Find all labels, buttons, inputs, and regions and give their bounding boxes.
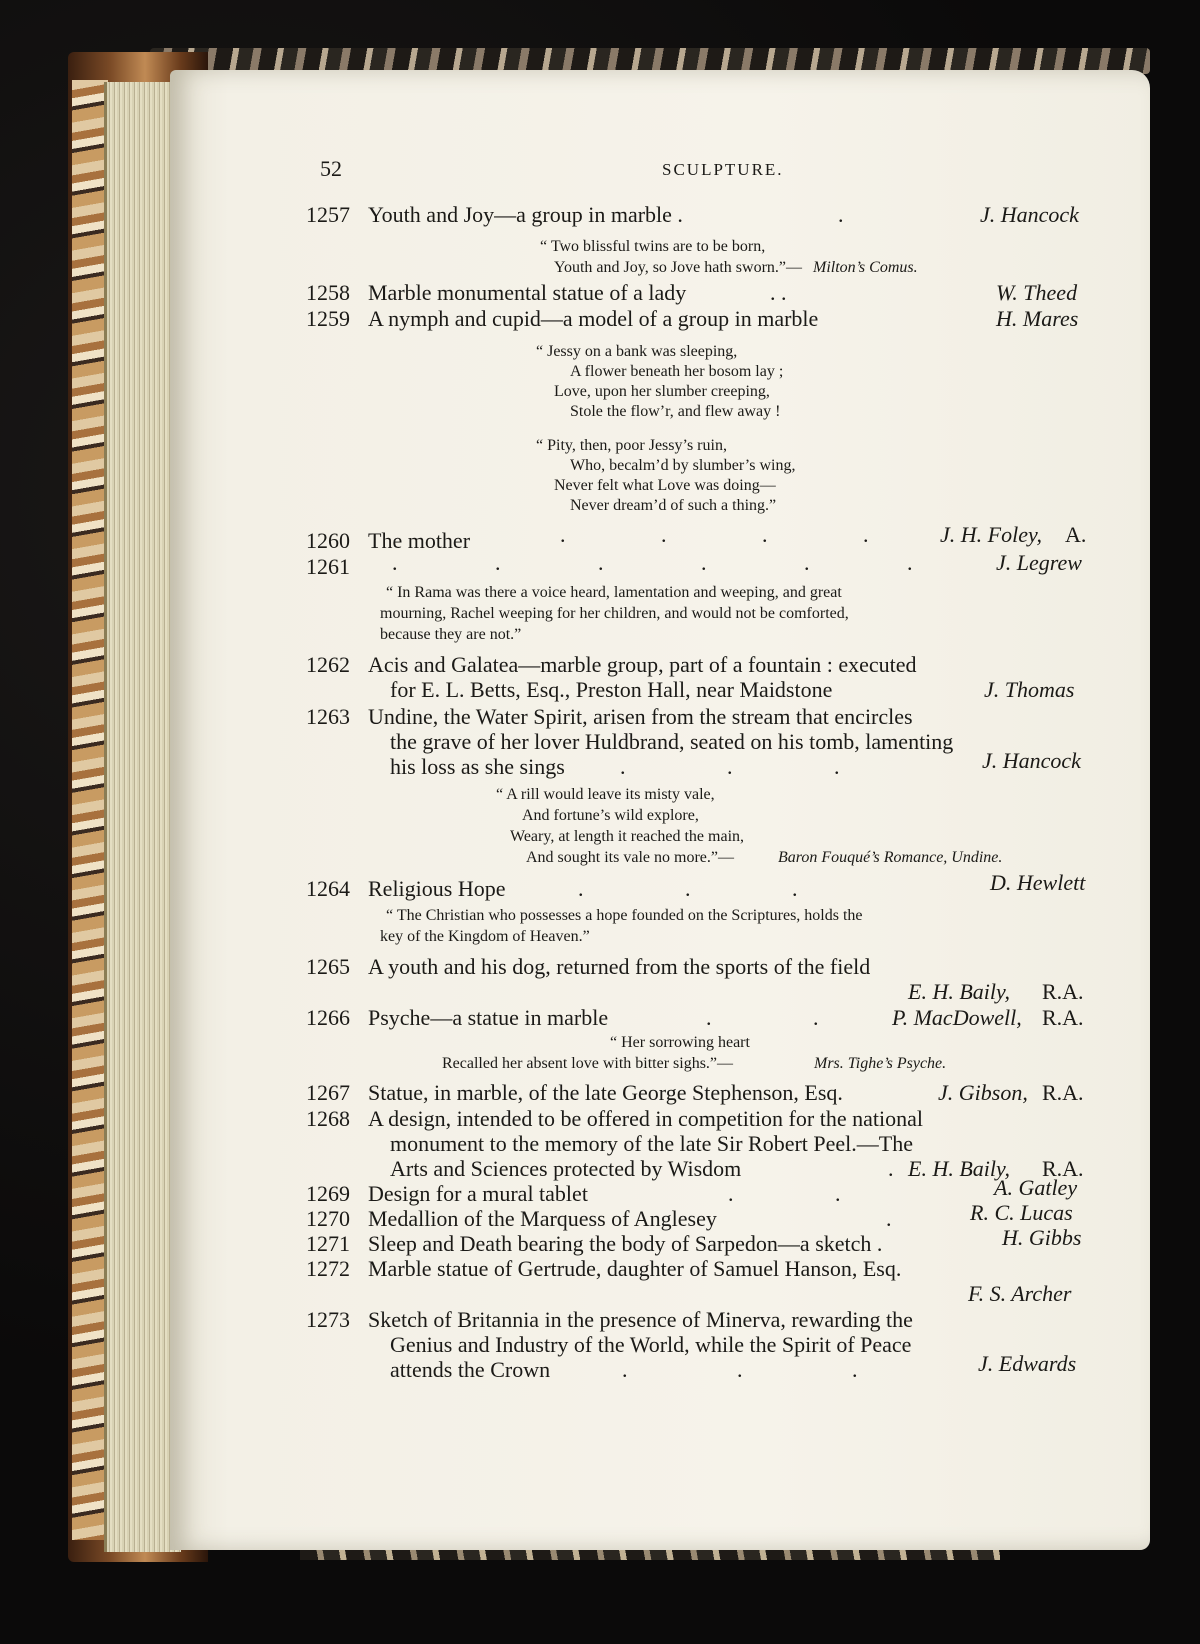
entry-title: Youth and Joy—a group in marble . xyxy=(368,202,683,227)
entry-title: Marble statue of Gertrude, daughter of Samuel Hanson, Esq. xyxy=(368,1256,902,1281)
quote-line: “ Two blissful twins are to be born, xyxy=(540,238,766,255)
entry-title: Undine, the Water Spirit, arisen from the stream that encircles xyxy=(368,704,913,729)
entry-number: 1266 xyxy=(306,1005,350,1030)
entry-title: Sleep and Death bearing the body of Sarpedon—a sketch . xyxy=(368,1231,883,1256)
entry-title: A youth and his dog, returned from the sports of the field xyxy=(368,954,871,979)
entry-number: 1258 xyxy=(306,280,350,305)
entry-number: 1271 xyxy=(306,1231,350,1256)
artist-name: J. Legrew xyxy=(996,550,1082,575)
quote-line: And sought its vale no more.”— xyxy=(526,849,734,866)
quote-source-text: Baron Fouqué’s Romance, Undine. xyxy=(778,849,1003,866)
leader-dots: . . . . xyxy=(560,522,869,547)
artist-name: P. MacDowell, xyxy=(892,1005,1022,1030)
artist-name: J. Hancock xyxy=(980,202,1079,227)
leader-dots: . . xyxy=(728,1181,841,1206)
artist-name: J. H. Foley, xyxy=(940,522,1043,547)
entry-number: 1261 xyxy=(306,554,350,579)
quote-source-text: Mrs. Tighe’s Psyche. xyxy=(814,1055,947,1072)
artist-rank: R.A. xyxy=(1042,1080,1084,1105)
quote-line: Love, upon her slumber creeping, xyxy=(554,383,770,400)
entry-title-continued: his loss as she sings xyxy=(390,754,565,779)
quote-line: A flower beneath her bosom lay ; xyxy=(570,363,784,380)
artist-rank: A. xyxy=(1065,522,1087,547)
quote-line: Youth and Joy, so Jove hath sworn.”— xyxy=(554,259,802,276)
leader-dots: . xyxy=(888,1156,894,1181)
quote-line: “ Pity, then, poor Jessy’s ruin, xyxy=(536,437,727,454)
entry-title-continued: the grave of her lover Huldbrand, seated on his tomb, lamenting xyxy=(390,729,954,754)
leader-dots: . . . xyxy=(620,754,840,779)
artist-rank: R.A. xyxy=(1042,1005,1084,1030)
entry-title: Marble monumental statue of a lady xyxy=(368,280,687,305)
page-number: 52 xyxy=(320,156,342,181)
entry-number: 1263 xyxy=(306,704,350,729)
quote-line: Stole the flow’r, and flew away ! xyxy=(570,403,781,420)
leader-dots: . . . xyxy=(578,876,798,901)
quote-line: “ Her sorrowing heart xyxy=(610,1034,750,1051)
entry-title-continued: Genius and Industry of the World, while the Spirit of Peace xyxy=(390,1332,912,1357)
leader-dots: . xyxy=(838,202,844,227)
entry-number: 1269 xyxy=(306,1181,350,1206)
book-page xyxy=(170,70,1150,1550)
artist-name: H. Gibbs xyxy=(1002,1225,1082,1250)
entry-number: 1264 xyxy=(306,876,350,901)
running-head: SCULPTURE. xyxy=(662,160,784,179)
artist-name: W. Theed xyxy=(996,280,1078,305)
quote-line: Weary, at length it reached the main, xyxy=(510,828,745,845)
entry-title-continued: Arts and Sciences protected by Wisdom xyxy=(390,1156,742,1181)
entry-title: A nymph and cupid—a model of a group in marble xyxy=(368,306,819,331)
entry-number: 1273 xyxy=(306,1307,350,1332)
leader-dots: . . xyxy=(706,1005,819,1030)
quote-line: Never dream’d of such a thing.” xyxy=(570,497,777,514)
entry-title: Psyche—a statue in marble xyxy=(368,1005,609,1030)
leader-dots: . . xyxy=(770,280,787,305)
quote-line: key of the Kingdom of Heaven.” xyxy=(380,928,590,945)
entry-number: 1257 xyxy=(306,202,350,227)
entry-title: Medallion of the Marquess of Anglesey xyxy=(368,1206,717,1231)
entry-number: 1268 xyxy=(306,1106,350,1131)
entry-title: Sketch of Britannia in the presence of Minerva, rewarding the xyxy=(368,1307,913,1332)
quote-source-text: Milton’s Comus. xyxy=(813,259,918,276)
artist-rank: R.A. xyxy=(1042,1156,1084,1181)
quote-line: because they are not.” xyxy=(380,626,522,643)
entry-title: Religious Hope xyxy=(368,876,506,901)
entry-number: 1267 xyxy=(306,1080,350,1105)
quote-line: Who, becalm’d by slumber’s wing, xyxy=(570,457,796,474)
quote-line: Recalled her absent love with bitter sighs.”— xyxy=(442,1055,734,1072)
entry-title: The mother xyxy=(368,528,471,553)
entry-number: 1262 xyxy=(306,652,350,677)
leader-dots: . . . xyxy=(622,1357,858,1382)
artist-name: H. Mares xyxy=(996,306,1079,331)
entry-number: 1270 xyxy=(306,1206,350,1231)
artist-name: R. C. Lucas xyxy=(970,1200,1073,1225)
marbled-page-edge-left xyxy=(72,80,108,1540)
artist-name: J. Hancock xyxy=(982,748,1081,773)
artist-name: J. Thomas xyxy=(984,677,1075,702)
artist-name: J. Edwards xyxy=(978,1351,1077,1376)
artist-name: D. Hewlett xyxy=(990,870,1086,895)
quote-source xyxy=(814,1055,946,1073)
quote-source xyxy=(813,259,918,277)
entry-title: Design for a mural tablet xyxy=(368,1181,588,1206)
artist-name: E. H. Baily, xyxy=(908,1156,1011,1181)
entry-title: Statue, in marble, of the late George Stephenson, Esq. xyxy=(368,1080,843,1105)
quote-line: “ A rill would leave its misty vale, xyxy=(496,786,715,803)
entry-title-continued: monument to the memory of the late Sir Robert Peel.—The xyxy=(390,1131,913,1156)
entry-title-continued: attends the Crown xyxy=(390,1357,551,1382)
quote-line: “ In Rama was there a voice heard, lamentation and weeping, and great xyxy=(386,584,842,601)
entry-number: 1272 xyxy=(306,1256,350,1281)
entry-title-continued: for E. L. Betts, Esq., Preston Hall, near Maidstone xyxy=(390,677,833,702)
quote-line: mourning, Rachel weeping for her children, and would not be comforted, xyxy=(380,605,849,622)
quote-line: And fortune’s wild explore, xyxy=(522,807,699,824)
leader-dots: . xyxy=(886,1206,892,1231)
quote-line: “ The Christian who possesses a hope founded on the Scriptures, holds the xyxy=(386,907,863,924)
quote-line: Never felt what Love was doing— xyxy=(554,477,776,494)
artist-name: E. H. Baily, xyxy=(908,979,1011,1004)
artist-rank: R.A. xyxy=(1042,979,1084,1004)
entry-number: 1260 xyxy=(306,528,350,553)
artist-name: A. Gatley xyxy=(994,1175,1078,1200)
quote-source xyxy=(778,849,1002,867)
entry-title: Acis and Galatea—marble group, part of a fountain : executed xyxy=(368,652,917,677)
entry-number: 1265 xyxy=(306,954,350,979)
leader-dots: . . . . . . xyxy=(392,550,913,575)
quote-line: “ Jessy on a bank was sleeping, xyxy=(536,343,738,360)
entry-number: 1259 xyxy=(306,306,350,331)
artist-name: F. S. Archer xyxy=(968,1281,1072,1306)
artist-name: J. Gibson, xyxy=(938,1080,1028,1105)
entry-title: A design, intended to be offered in competition for the national xyxy=(368,1106,923,1131)
